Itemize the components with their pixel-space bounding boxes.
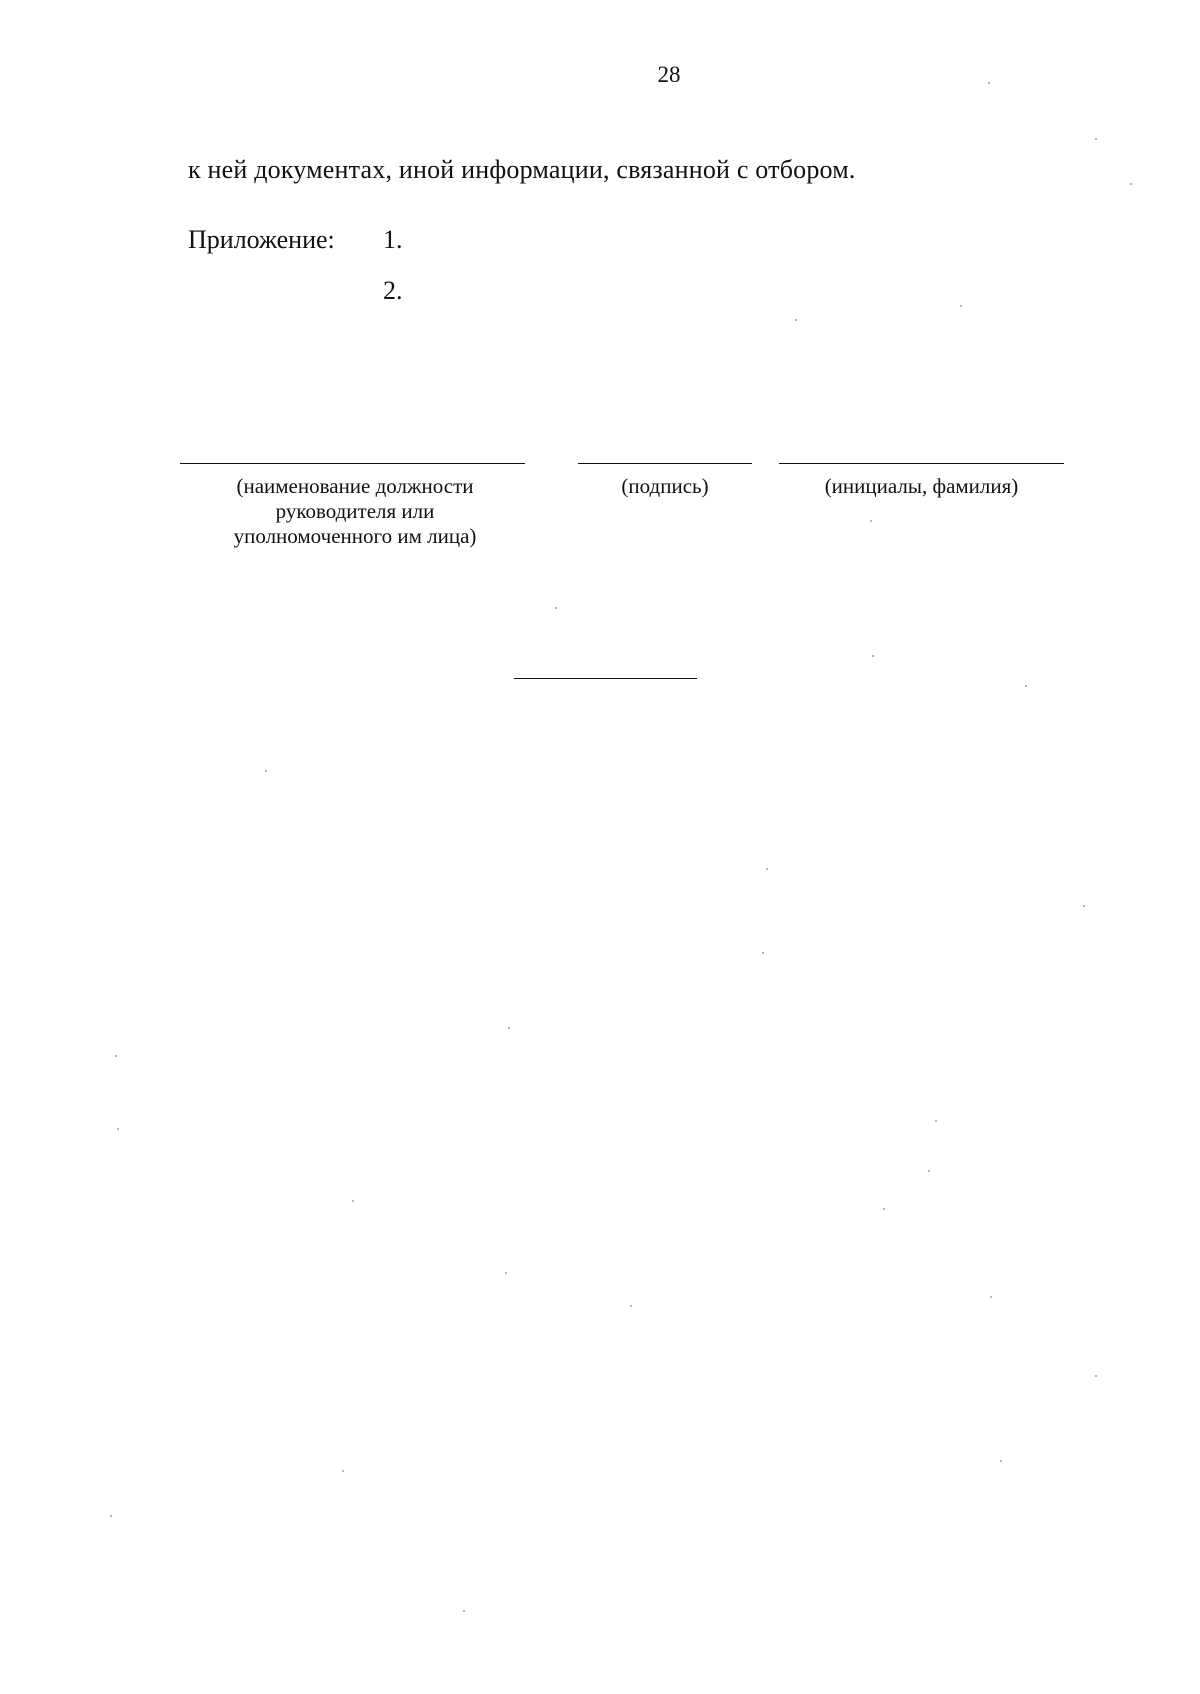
page-number: 28 xyxy=(657,62,681,87)
scan-speck xyxy=(505,1272,507,1274)
scan-speck xyxy=(115,1055,117,1057)
scan-speck xyxy=(1095,138,1097,140)
scan-speck xyxy=(872,655,874,657)
scan-speck xyxy=(935,1120,937,1122)
continuation-text: к ней документах, иной информации, связанной с отбором. xyxy=(188,155,856,184)
scan-speck xyxy=(1025,685,1027,687)
scan-speck xyxy=(988,82,990,84)
scan-speck xyxy=(110,1515,112,1517)
scan-speck xyxy=(960,305,962,307)
scan-speck xyxy=(1130,183,1132,185)
position-caption-line-2: руководителя или xyxy=(275,499,435,523)
scan-speck xyxy=(117,1128,119,1130)
scan-speck xyxy=(1000,1460,1002,1462)
signature-caption: (подпись) xyxy=(621,474,709,498)
scan-speck xyxy=(883,1208,885,1210)
name-signature-line xyxy=(779,463,1064,464)
scan-speck xyxy=(630,1305,632,1307)
scan-speck xyxy=(870,520,872,522)
scan-speck xyxy=(265,770,267,772)
position-caption-line-3: уполномоченного им лица) xyxy=(233,524,477,548)
scan-speck xyxy=(463,1610,465,1612)
attachments-label: Приложение: xyxy=(188,225,335,254)
position-caption xyxy=(190,474,520,549)
scan-speck xyxy=(1083,905,1085,907)
scan-speck xyxy=(762,952,764,954)
scan-speck xyxy=(795,319,797,321)
attachment-item-2: 2. xyxy=(383,276,403,305)
scan-speck xyxy=(342,1470,344,1472)
scan-speck xyxy=(990,1296,992,1298)
scan-speck xyxy=(508,1027,510,1029)
scan-speck xyxy=(1095,1375,1097,1377)
attachment-item-1: 1. xyxy=(383,225,403,254)
scan-speck xyxy=(555,607,557,609)
position-signature-line xyxy=(180,463,525,464)
signature-line xyxy=(578,463,752,464)
scan-speck xyxy=(766,868,768,870)
scan-speck xyxy=(928,1170,930,1172)
scan-speck xyxy=(352,1200,354,1202)
position-caption-line-1: (наименование должности xyxy=(236,474,474,498)
name-caption: (инициалы, фамилия) xyxy=(824,474,1019,498)
end-of-document-rule xyxy=(514,678,697,679)
